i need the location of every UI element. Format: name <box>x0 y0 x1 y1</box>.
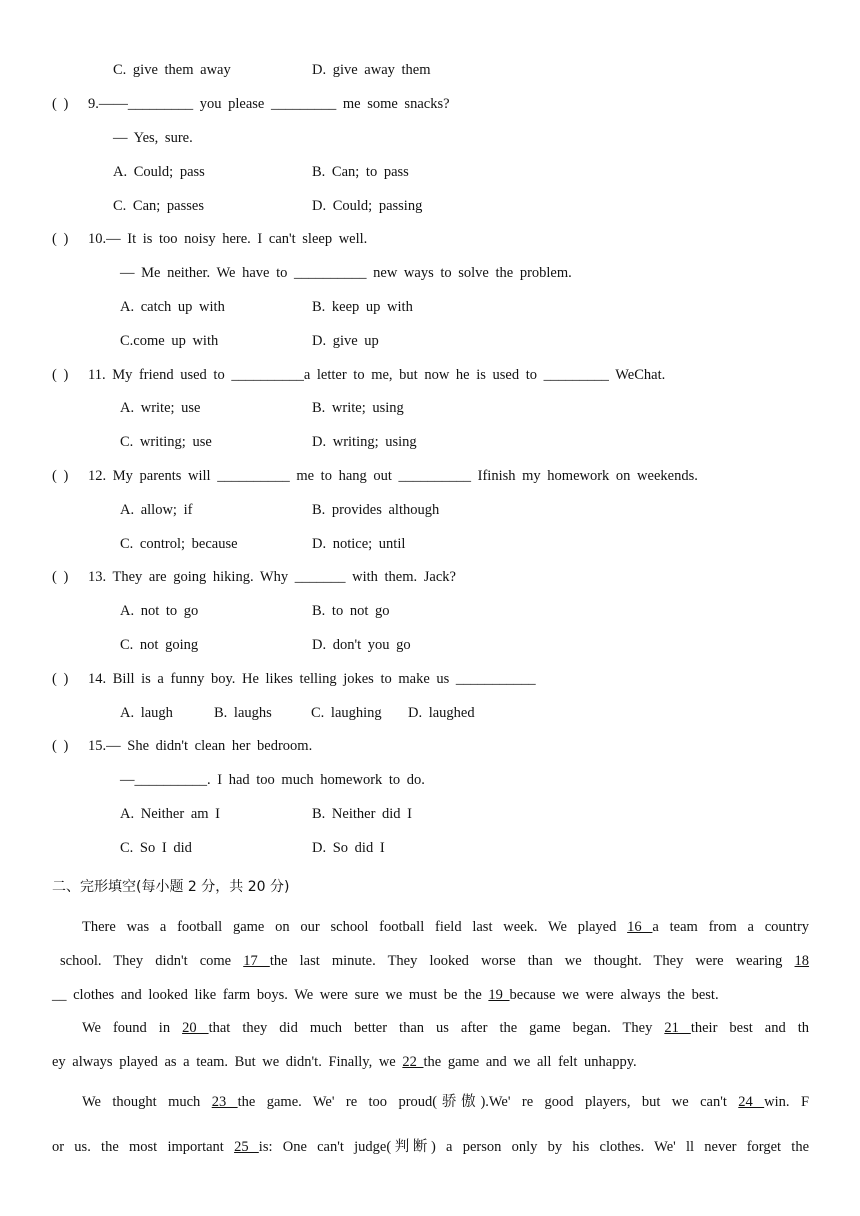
passage-line-1 <box>82 917 809 937</box>
q15-option-b: B. Neither did I <box>312 806 413 822</box>
text: the game. We' re too proud(骄傲).We' re good players, but we can't <box>237 1094 727 1110</box>
question-stem: 15.— She didn't clean her bedroom. <box>88 738 313 754</box>
passage-line-4 <box>82 1018 809 1038</box>
q8-option-d: D. give away them <box>312 62 431 78</box>
answer-bracket[interactable]: ( ) <box>52 569 69 585</box>
text: win. F <box>764 1094 810 1110</box>
q11-option-a: A. write; use <box>120 400 201 416</box>
q13-option-a: A. not to go <box>120 603 199 619</box>
q12-option-d: D. notice; until <box>312 536 406 552</box>
text: There was a football game on our school football field last week. We played <box>82 919 617 935</box>
answer-bracket[interactable]: ( ) <box>52 367 69 383</box>
q14-option-b: B. laughs <box>214 705 272 721</box>
text: the game and we all felt unhappy. <box>423 1054 637 1070</box>
q9-reply: — Yes, sure. <box>113 130 193 146</box>
text: that they did much better than us after the game began. They <box>208 1020 653 1036</box>
q12-option-b: B. provides although <box>312 502 440 518</box>
text: clothes and looked like farm boys. We were sure we must be the <box>73 987 482 1003</box>
q14-option-d: D. laughed <box>408 705 475 721</box>
q8-option-c: C. give them away <box>113 62 231 78</box>
q14-option-c: C. laughing <box>311 705 382 721</box>
q15-option-d: D. So did I <box>312 840 385 856</box>
blank-17[interactable]: 17 <box>243 953 270 969</box>
section-heading-cloze: 二、完形填空(每小题 2 分，共 20 分) <box>52 879 290 895</box>
text: a team from a country <box>652 919 810 935</box>
blank-21[interactable]: 21 <box>664 1020 691 1036</box>
q10-option-a: A. catch up with <box>120 299 225 315</box>
q13-option-b: B. to not go <box>312 603 390 619</box>
passage-line-3 <box>52 985 809 1005</box>
blank-24[interactable]: 24 <box>738 1094 765 1110</box>
q15-reply <box>120 770 425 790</box>
passage-line-7 <box>52 1137 809 1157</box>
q15-option-c: C. So I did <box>120 840 192 856</box>
answer-bracket[interactable]: ( ) <box>52 671 69 687</box>
text: because we were always the best. <box>509 987 719 1003</box>
answer-bracket[interactable]: ( ) <box>52 738 69 754</box>
blank-23[interactable]: 23 <box>211 1094 238 1110</box>
q10-option-b: B. keep up with <box>312 299 413 315</box>
text: the last minute. They looked worse than we thought. They were wearing <box>269 953 783 969</box>
blank-18-tail: __ <box>52 987 67 1003</box>
q12-option-a: A. allow; if <box>120 502 193 518</box>
blank-19[interactable]: 19 <box>488 987 510 1003</box>
text: We thought much <box>82 1094 201 1110</box>
q10-option-c: C.come up with <box>120 333 219 349</box>
question-stem: 13. They are going hiking. Why _______ with them. Jack? <box>88 569 456 585</box>
passage-line-6 <box>82 1092 809 1112</box>
blank-25[interactable]: 25 <box>234 1139 259 1155</box>
blank-22[interactable]: 22 <box>402 1054 424 1070</box>
q11-option-c: C. writing; use <box>120 434 212 450</box>
question-stem: 11. My friend used to __________a letter to me, but now he is used to _________ WeChat. <box>88 367 666 383</box>
q9-option-c: C. Can; passes <box>113 198 204 214</box>
q10-reply: — Me neither. We have to __________ new ways to solve the problem. <box>120 265 572 281</box>
q15-option-a: A. Neither am I <box>120 806 220 822</box>
q11-option-b: B. write; using <box>312 400 404 416</box>
q10-option-d: D. give up <box>312 333 379 349</box>
q9-option-d: D. Could; passing <box>312 198 423 214</box>
answer-bracket[interactable]: ( ) <box>52 96 69 112</box>
text: their best and th <box>690 1020 809 1036</box>
reply-text: I had too much homework to do. <box>210 772 425 788</box>
text: school. They didn't come <box>60 953 232 969</box>
blank-18[interactable]: 18 <box>794 953 810 969</box>
answer-bracket[interactable]: ( ) <box>52 468 69 484</box>
question-stem: 9.——_________ you please _________ me some snacks? <box>88 96 450 112</box>
text: We found in <box>82 1020 171 1036</box>
q11-option-d: D. writing; using <box>312 434 417 450</box>
passage-line-2 <box>60 951 809 971</box>
q12-option-c: C. control; because <box>120 536 238 552</box>
q14-option-a: A. laugh <box>120 705 173 721</box>
blank: —__________. <box>120 772 211 788</box>
passage-line-5 <box>52 1052 809 1072</box>
question-stem: 10.— It is too noisy here. I can't sleep well. <box>88 231 368 247</box>
blank-20[interactable]: 20 <box>182 1020 209 1036</box>
q13-option-c: C. not going <box>120 637 199 653</box>
q9-option-a: A. Could; pass <box>113 164 205 180</box>
question-stem: 12. My parents will __________ me to hang out __________ Ifinish my homework on weekends. <box>88 468 698 484</box>
question-stem: 14. Bill is a funny boy. He likes telling jokes to make us ___________ <box>88 671 536 687</box>
text: or us. the most important <box>52 1139 224 1155</box>
answer-bracket[interactable]: ( ) <box>52 231 69 247</box>
blank-16[interactable]: 16 <box>627 919 653 935</box>
text: is: One can't judge(判断) a person only by his clothes. We' ll never forget the <box>258 1139 810 1155</box>
q13-option-d: D. don't you go <box>312 637 411 653</box>
q9-option-b: B. Can; to pass <box>312 164 409 180</box>
text: ey always played as a team. But we didn't. Finally, we <box>52 1054 396 1070</box>
